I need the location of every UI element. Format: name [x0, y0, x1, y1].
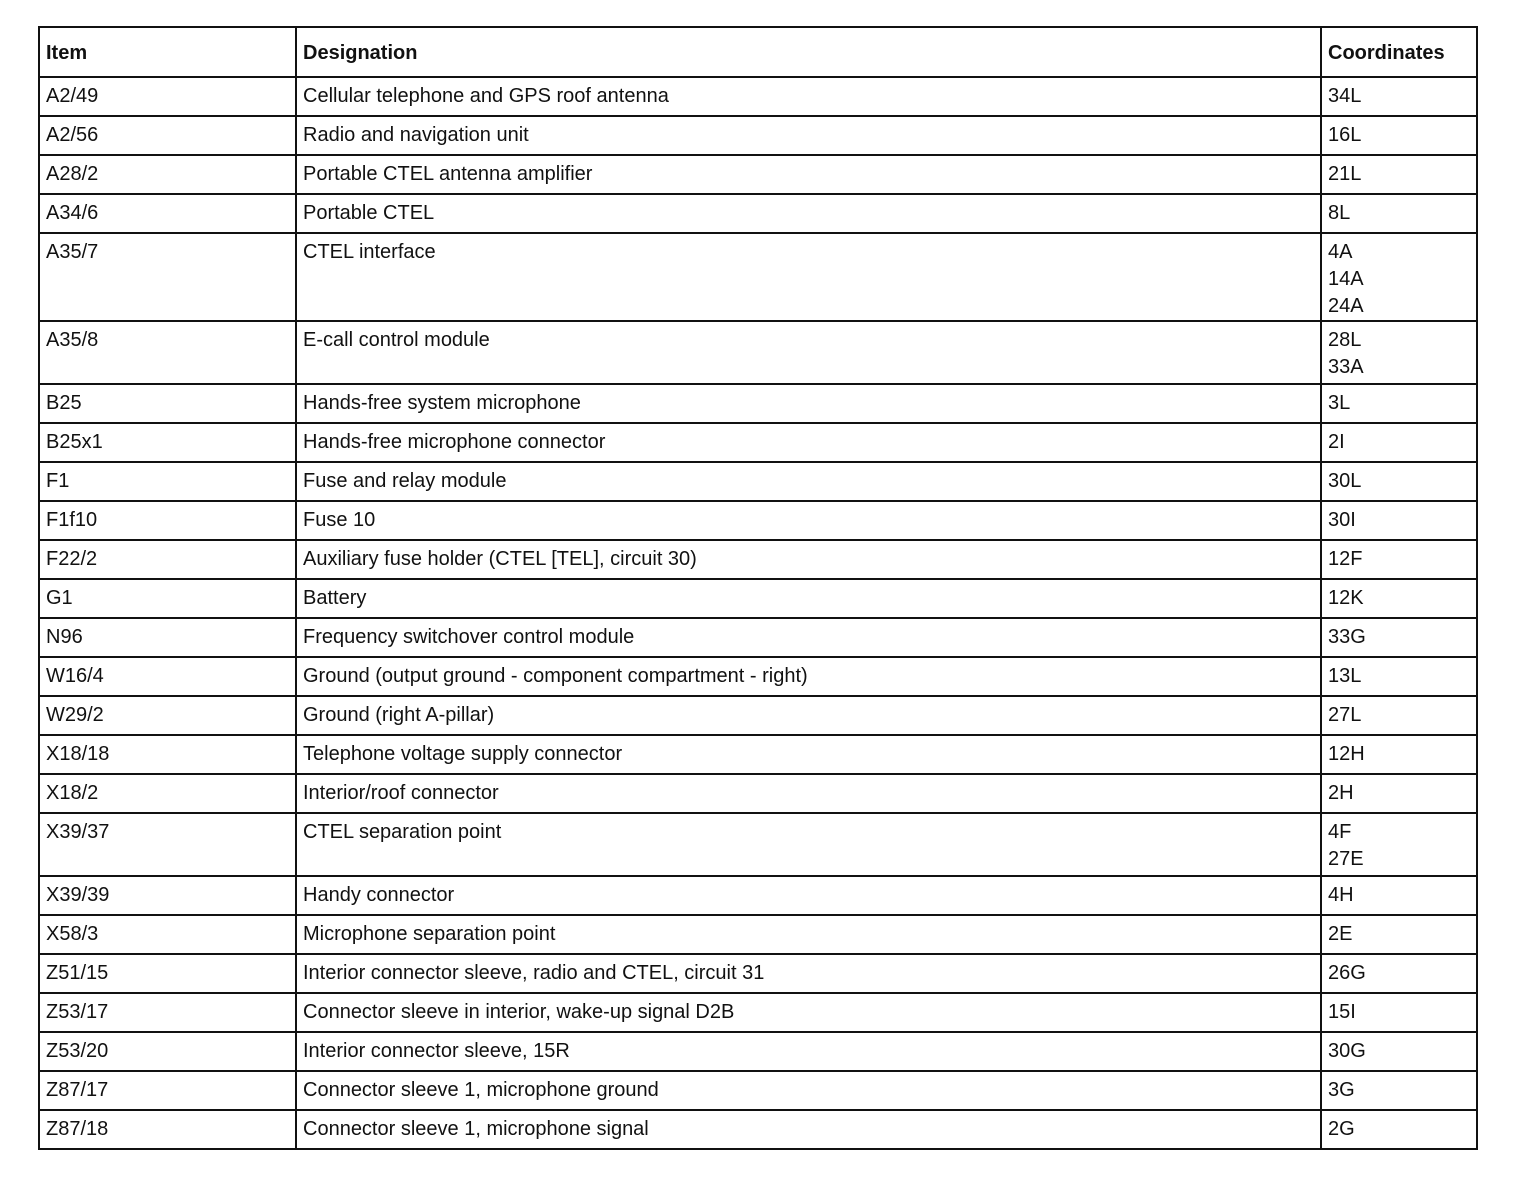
coordinate-value: 30L [1328, 470, 1362, 492]
cell-item: X18/18 [39, 735, 296, 774]
coordinate-value: 2I [1328, 431, 1345, 453]
cell-designation: Connector sleeve 1, microphone ground [296, 1071, 1321, 1110]
coordinate-value: 2E [1328, 923, 1353, 945]
cell-coordinates [1321, 993, 1477, 1032]
coordinate-value: 26G [1328, 962, 1366, 984]
cell-designation: Microphone separation point [296, 915, 1321, 954]
table-row [39, 954, 1477, 993]
cell-item: F1f10 [39, 501, 296, 540]
table-row [39, 1110, 1477, 1149]
table-row [39, 1032, 1477, 1071]
cell-designation: CTEL interface [296, 233, 1321, 321]
cell-designation: Hands-free system microphone [296, 384, 1321, 423]
cell-coordinates [1321, 155, 1477, 194]
component-table-container [38, 26, 1476, 1150]
component-table [38, 26, 1478, 1150]
coordinate-value: 2G [1328, 1118, 1355, 1140]
table-row [39, 657, 1477, 696]
cell-coordinates [1321, 813, 1477, 876]
cell-designation: Connector sleeve 1, microphone signal [296, 1110, 1321, 1149]
coordinate-value: 28L [1328, 329, 1362, 351]
cell-designation: Handy connector [296, 876, 1321, 915]
table-row [39, 696, 1477, 735]
cell-coordinates [1321, 462, 1477, 501]
cell-item: W29/2 [39, 696, 296, 735]
cell-designation: Frequency switchover control module [296, 618, 1321, 657]
table-row [39, 423, 1477, 462]
cell-designation: Cellular telephone and GPS roof antenna [296, 77, 1321, 116]
cell-coordinates [1321, 735, 1477, 774]
cell-coordinates [1321, 774, 1477, 813]
cell-item: X18/2 [39, 774, 296, 813]
coordinate-value: 27L [1328, 704, 1362, 726]
coordinate-value: 16L [1328, 124, 1362, 146]
cell-designation: Fuse and relay module [296, 462, 1321, 501]
cell-coordinates [1321, 915, 1477, 954]
cell-designation: Portable CTEL antenna amplifier [296, 155, 1321, 194]
table-row [39, 915, 1477, 954]
cell-item: Z87/17 [39, 1071, 296, 1110]
table-row [39, 618, 1477, 657]
table-row [39, 813, 1477, 876]
cell-designation: Battery [296, 579, 1321, 618]
cell-item: A35/7 [39, 233, 296, 321]
cell-item: W16/4 [39, 657, 296, 696]
coordinate-value: 30I [1328, 509, 1356, 531]
cell-designation: Hands-free microphone connector [296, 423, 1321, 462]
cell-designation: Radio and navigation unit [296, 116, 1321, 155]
cell-designation: Telephone voltage supply connector [296, 735, 1321, 774]
table-header [39, 27, 1477, 77]
table-body [39, 77, 1477, 1149]
cell-coordinates [1321, 1071, 1477, 1110]
cell-coordinates [1321, 384, 1477, 423]
coordinate-value: 8L [1328, 202, 1351, 224]
coordinate-value: 24A [1328, 295, 1364, 317]
cell-coordinates [1321, 876, 1477, 915]
coordinate-value: 30G [1328, 1040, 1366, 1062]
cell-designation: Connector sleeve in interior, wake-up signal D2B [296, 993, 1321, 1032]
cell-item: A28/2 [39, 155, 296, 194]
cell-designation: Auxiliary fuse holder (CTEL [TEL], circuit 30) [296, 540, 1321, 579]
cell-item: B25x1 [39, 423, 296, 462]
cell-item: Z53/20 [39, 1032, 296, 1071]
coordinate-value: 14A [1328, 268, 1364, 290]
table-row [39, 501, 1477, 540]
coordinate-value: 4H [1328, 884, 1354, 906]
column-header-item: Item [39, 27, 296, 77]
cell-item: A2/56 [39, 116, 296, 155]
table-row [39, 194, 1477, 233]
table-row [39, 876, 1477, 915]
table-row [39, 735, 1477, 774]
table-row [39, 321, 1477, 384]
coordinate-value: 4F [1328, 821, 1352, 843]
cell-coordinates [1321, 233, 1477, 321]
table-row [39, 993, 1477, 1032]
cell-item: B25 [39, 384, 296, 423]
cell-coordinates [1321, 1110, 1477, 1149]
cell-coordinates [1321, 77, 1477, 116]
cell-coordinates [1321, 423, 1477, 462]
coordinate-value: 34L [1328, 85, 1362, 107]
cell-coordinates [1321, 657, 1477, 696]
cell-designation: Interior connector sleeve, 15R [296, 1032, 1321, 1071]
cell-designation: CTEL separation point [296, 813, 1321, 876]
cell-item: F22/2 [39, 540, 296, 579]
cell-designation: Portable CTEL [296, 194, 1321, 233]
cell-item: X39/37 [39, 813, 296, 876]
coordinate-value: 21L [1328, 163, 1362, 185]
table-row [39, 579, 1477, 618]
cell-coordinates [1321, 696, 1477, 735]
cell-item: Z87/18 [39, 1110, 296, 1149]
table-row [39, 462, 1477, 501]
table-row [39, 1071, 1477, 1110]
column-header-designation: Designation [296, 27, 1321, 77]
cell-item: N96 [39, 618, 296, 657]
cell-item: A2/49 [39, 77, 296, 116]
coordinate-value: 33G [1328, 626, 1366, 648]
table-row [39, 540, 1477, 579]
cell-coordinates [1321, 321, 1477, 384]
cell-designation: Ground (output ground - component compartment - right) [296, 657, 1321, 696]
cell-coordinates [1321, 116, 1477, 155]
coordinate-value: 3L [1328, 392, 1351, 414]
table-row [39, 384, 1477, 423]
cell-coordinates [1321, 540, 1477, 579]
coordinate-value: 4A [1328, 241, 1353, 263]
cell-designation: Interior/roof connector [296, 774, 1321, 813]
cell-item: Z53/17 [39, 993, 296, 1032]
cell-coordinates [1321, 1032, 1477, 1071]
table-row [39, 155, 1477, 194]
coordinate-value: 33A [1328, 356, 1364, 378]
table-row [39, 233, 1477, 321]
cell-coordinates [1321, 194, 1477, 233]
header-row [39, 27, 1477, 77]
cell-item: F1 [39, 462, 296, 501]
cell-item: G1 [39, 579, 296, 618]
coordinate-value: 2H [1328, 782, 1354, 804]
table-row [39, 116, 1477, 155]
cell-coordinates [1321, 618, 1477, 657]
coordinate-value: 3G [1328, 1079, 1355, 1101]
cell-coordinates [1321, 954, 1477, 993]
coordinate-value: 12K [1328, 587, 1364, 609]
coordinate-value: 27E [1328, 848, 1364, 870]
cell-designation: E-call control module [296, 321, 1321, 384]
column-header-coordinates: Coordinates [1321, 27, 1477, 77]
cell-item: X58/3 [39, 915, 296, 954]
coordinate-value: 12H [1328, 743, 1365, 765]
cell-designation: Fuse 10 [296, 501, 1321, 540]
cell-item: X39/39 [39, 876, 296, 915]
coordinate-value: 12F [1328, 548, 1363, 570]
cell-item: A35/8 [39, 321, 296, 384]
coordinate-value: 13L [1328, 665, 1362, 687]
cell-item: A34/6 [39, 194, 296, 233]
table-row [39, 774, 1477, 813]
cell-coordinates [1321, 579, 1477, 618]
cell-item: Z51/15 [39, 954, 296, 993]
coordinate-value: 15I [1328, 1001, 1356, 1023]
cell-coordinates [1321, 501, 1477, 540]
cell-designation: Ground (right A-pillar) [296, 696, 1321, 735]
table-row [39, 77, 1477, 116]
cell-designation: Interior connector sleeve, radio and CTEL, circuit 31 [296, 954, 1321, 993]
